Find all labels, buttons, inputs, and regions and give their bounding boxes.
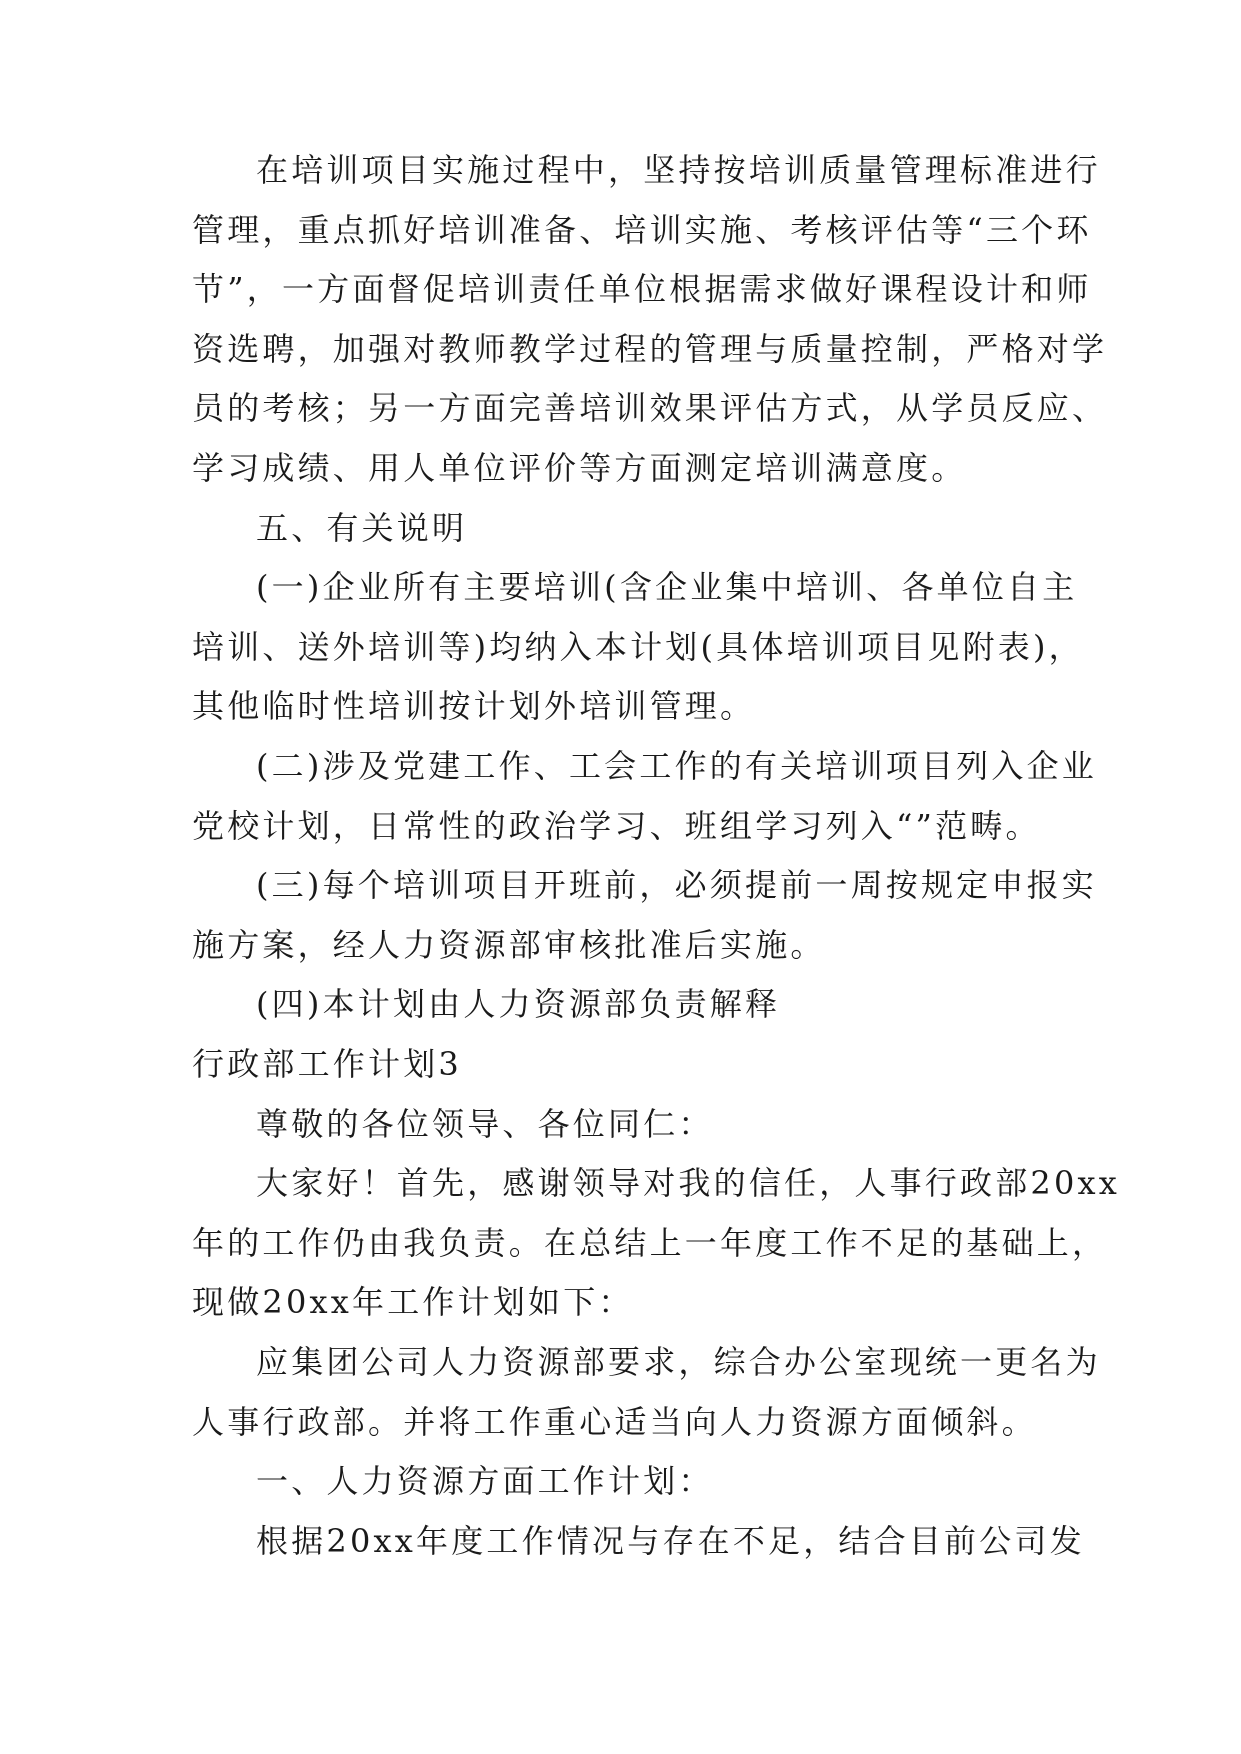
paragraph-line: 节”，一方面督促培训责任单位根据需求做好课程设计和师	[192, 270, 1092, 308]
paragraph-line: 资选聘，加强对教师教学过程的管理与质量控制，严格对学	[192, 330, 1108, 368]
paragraph-line: (二)涉及党建工作、工会工作的有关培训项目列入企业	[256, 747, 1097, 785]
document-title: 行政部工作计划3	[192, 1045, 462, 1083]
paragraph-line: (四)本计划由人力资源部负责解释	[256, 985, 781, 1023]
paragraph-line: 应集团公司人力资源部要求，综合办公室现统一更名为	[256, 1343, 1101, 1381]
paragraph-line: 年的工作仍由我负责。在总结上一年度工作不足的基础上，	[192, 1224, 1108, 1262]
paragraph-line: 管理，重点抓好培训准备、培训实施、考核评估等“三个环	[192, 211, 1092, 249]
paragraph-line: 人事行政部。并将工作重心适当向人力资源方面倾斜。	[192, 1403, 1037, 1441]
paragraph-line: 其他临时性培训按计划外培训管理。	[192, 687, 756, 725]
paragraph-line: 现做20xx年工作计划如下：	[192, 1283, 634, 1321]
section-heading: 五、有关说明	[256, 509, 468, 547]
paragraph-line: (三)每个培训项目开班前，必须提前一周按规定申报实	[256, 866, 1097, 904]
paragraph-line: 党校计划，日常性的政治学习、班组学习列入“”范畴。	[192, 807, 1041, 845]
paragraph-line: 培训、送外培训等)均纳入本计划(具体培训项目见附表)，	[192, 628, 1084, 666]
paragraph-line: 学习成绩、用人单位评价等方面测定培训满意度。	[192, 449, 967, 487]
section-heading: 一、人力资源方面工作计划：	[256, 1462, 714, 1500]
paragraph-line: 在培训项目实施过程中，坚持按培训质量管理标准进行	[256, 151, 1101, 189]
paragraph-line: 施方案，经人力资源部审核批准后实施。	[192, 926, 826, 964]
salutation: 尊敬的各位领导、各位同仁：	[256, 1105, 714, 1143]
paragraph-line: (一)企业所有主要培训(含企业集中培训、各单位自主	[256, 568, 1078, 606]
paragraph-line: 大家好！首先，感谢领导对我的信任，人事行政部20xx	[256, 1164, 1121, 1202]
paragraph-line: 根据20xx年度工作情况与存在不足，结合目前公司发	[256, 1522, 1085, 1560]
paragraph-line: 员的考核；另一方面完善培训效果评估方式，从学员反应、	[192, 389, 1108, 427]
